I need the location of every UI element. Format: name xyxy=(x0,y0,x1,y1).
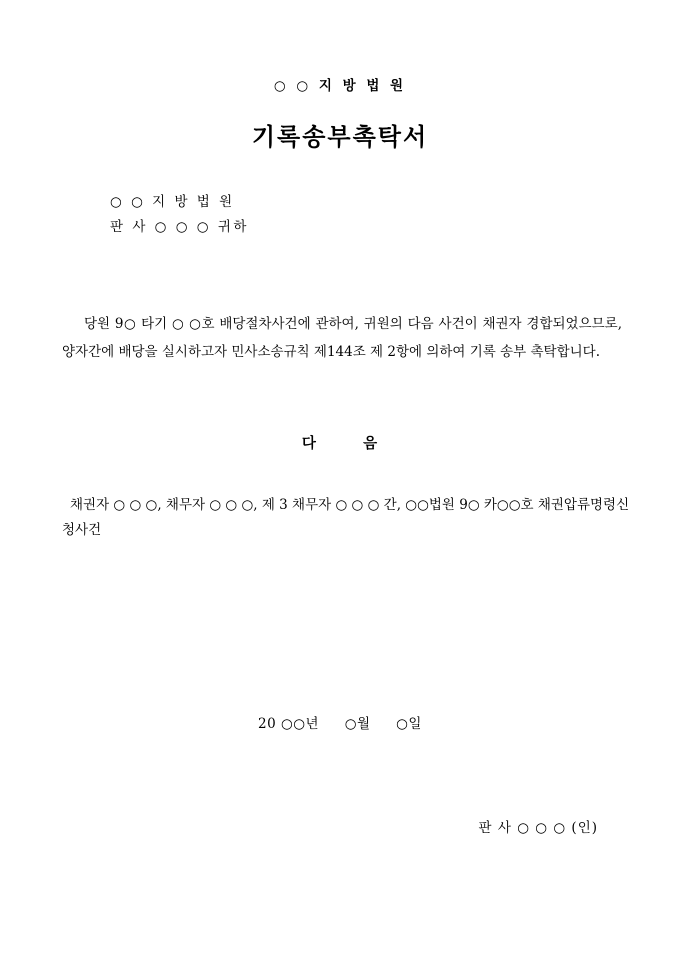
section-heading-char-1: 다 xyxy=(301,435,317,452)
case-detail-text: 채권자 ○ ○ ○, 채무자 ○ ○ ○, 제 3 채무자 ○ ○ ○ 간, ○○법원 9○ 카○○호 채권압류명령신청사건 xyxy=(62,497,630,538)
addressee-block xyxy=(110,190,249,240)
date-year: 20 ○○년 xyxy=(258,716,320,732)
signature-line: 판 사 ○ ○ ○ (인) xyxy=(478,820,598,836)
section-heading-daeum xyxy=(0,432,680,453)
section-heading-char-2: 음 xyxy=(363,435,379,452)
addressee-judge: 판 사 ○ ○ ○ 귀하 xyxy=(110,219,249,235)
date-month: ○월 xyxy=(344,716,371,732)
addressee-court: ○ ○ 지 방 법 원 xyxy=(110,194,235,210)
date-day: ○일 xyxy=(396,716,422,732)
body-paragraph-text: 당원 9○ 타기 ○ ○호 배당절차사건에 관하여, 귀원의 다음 사건이 채권자 경합되었으므로, 양자간에 배당을 실시하고자 민사소송규칙 제144조 제 2항에 의하여 기록 송부 촉탁합니다. xyxy=(62,316,622,360)
court-name-header: ○ ○ 지 방 법 원 xyxy=(273,78,407,94)
page-title: 기록송부촉탁서 xyxy=(251,122,429,151)
case-detail-block xyxy=(62,493,637,543)
date-line xyxy=(0,712,680,732)
body-paragraph-block xyxy=(62,310,622,366)
